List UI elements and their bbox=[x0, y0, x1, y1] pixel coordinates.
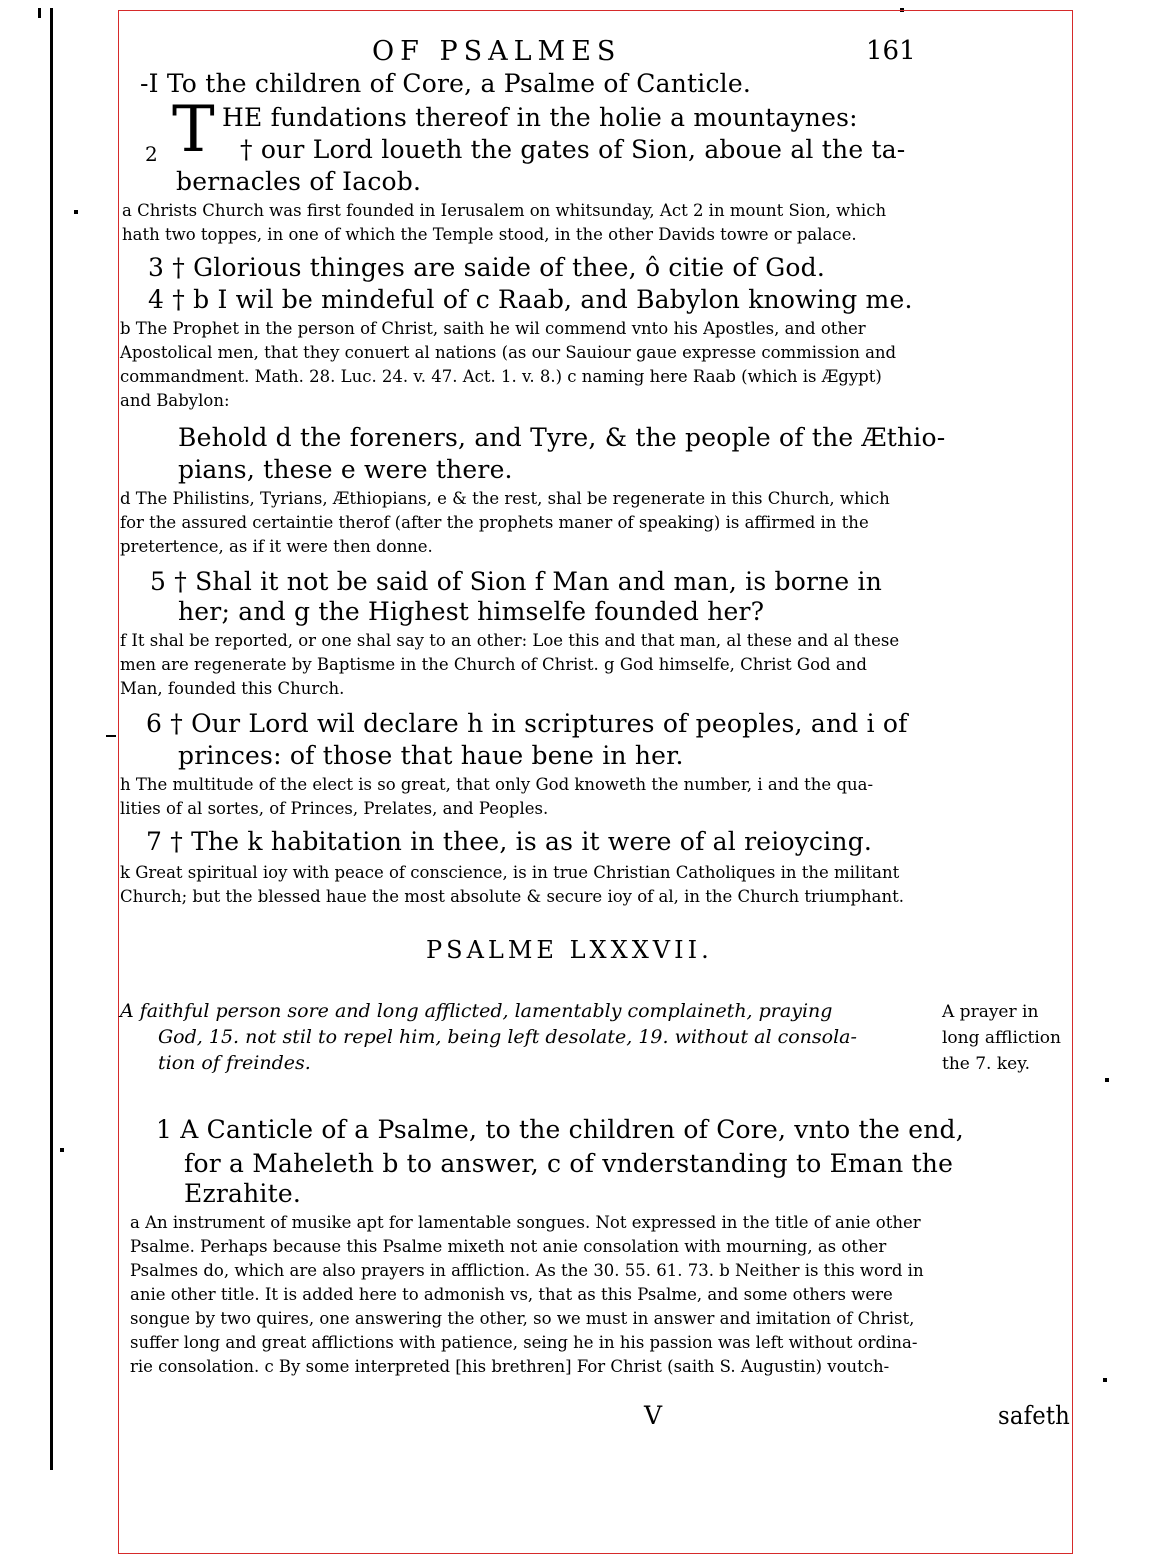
annotation-line: Church; but the blessed haue the most absolute & secure ioy of al, in the Church triumphant. bbox=[120, 887, 904, 906]
verse-4-continued: pians, these e were there. bbox=[178, 455, 513, 484]
verse-number: 2 bbox=[145, 142, 158, 166]
verse-5-continued: her; and g the Highest himselfe founded her? bbox=[178, 597, 765, 626]
verse-1: 1 A Canticle of a Psalme, to the children of Core, vnto the end, bbox=[156, 1115, 964, 1144]
verse-6-continued: princes: of those that haue bene in her. bbox=[178, 741, 684, 770]
annotation-line: Man, founded this Church. bbox=[120, 679, 345, 698]
folio-number: 161 bbox=[866, 36, 916, 66]
annotation-line: b The Prophet in the person of Christ, saith he wil commend vnto his Apostles, and other bbox=[120, 319, 866, 338]
annotation-line: men are regenerate by Baptisme in the Church of Christ. g God himselfe, Christ God and bbox=[120, 655, 867, 674]
annotation-line: songue by two quires, one answering the other, so we must in answer and imitation of Christ, bbox=[130, 1309, 915, 1328]
margin-mark bbox=[60, 1148, 64, 1152]
margin-note: the 7. key. bbox=[942, 1054, 1030, 1074]
psalm-title: PSALME LXXXVII. bbox=[426, 936, 713, 964]
annotation-line: k Great spiritual ioy with peace of conscience, is in true Christian Catholiques in the militant bbox=[120, 863, 900, 882]
annotation-line: d The Philistins, Tyrians, Æthiopians, e & the rest, shal be regenerate in this Church, which bbox=[120, 489, 890, 508]
verse-1: HE fundations thereof in the holie a mountaynes: bbox=[222, 103, 858, 132]
annotation-line: rie consolation. c By some interpreted [his brethren] For Christ (saith S. Augustin) voutch- bbox=[130, 1357, 890, 1376]
drop-cap: T bbox=[172, 93, 215, 167]
annotation-line: and Babylon: bbox=[120, 391, 230, 410]
running-title: OF PSALMES bbox=[372, 36, 622, 67]
verse-4-continued: Behold d the foreners, and Tyre, & the people of the Æthio- bbox=[178, 423, 946, 452]
margin-note: A prayer in bbox=[942, 1002, 1039, 1022]
psalm-argument: tion of freindes. bbox=[158, 1052, 311, 1074]
verse-7: 7 † The k habitation in thee, is as it were of al reioycing. bbox=[146, 827, 873, 856]
margin-mark bbox=[106, 735, 116, 737]
verse-2: † our Lord loueth the gates of Sion, aboue al the ta- bbox=[240, 135, 906, 164]
annotation-line: a An instrument of musike apt for lamentable songues. Not expressed in the title of anie other bbox=[130, 1213, 921, 1232]
annotation-line: lities of al sortes, of Princes, Prelates, and Peoples. bbox=[120, 799, 549, 818]
annotation-line: Apostolical men, that they conuert al nations (as our Sauiour gaue expresse commission and bbox=[120, 343, 897, 362]
psalm-argument: God, 15. not stil to repel him, being left desolate, 19. without al consola- bbox=[158, 1026, 857, 1048]
annotation-line: f It shal be reported, or one shal say to an other: Loe this and that man, al these and al these bbox=[120, 631, 900, 650]
margin-mark bbox=[1105, 1078, 1109, 1082]
annotation-line: h The multitude of the elect is so great, that only God knoweth the number, i and the qua- bbox=[120, 775, 874, 794]
verse-5: 5 † Shal it not be said of Sion f Man and man, is borne in bbox=[150, 567, 883, 596]
psalm-argument: A faithful person sore and long afflicted, lamentably complaineth, praying bbox=[120, 1000, 833, 1022]
verse-1-continued: Ezrahite. bbox=[184, 1179, 301, 1208]
verse-4: 4 † b I wil be mindeful of c Raab, and Babylon knowing me. bbox=[148, 285, 913, 314]
annotation-line: pretertence, as if it were then donne. bbox=[120, 537, 433, 556]
annotation-line: Psalmes do, which are also prayers in affliction. As the 30. 55. 61. 73. b Neither is this word in bbox=[130, 1261, 924, 1280]
annotation-line: Psalme. Perhaps because this Psalme mixeth not anie consolation with mourning, as other bbox=[130, 1237, 887, 1256]
left-margin-rule bbox=[50, 8, 53, 1470]
margin-mark bbox=[74, 210, 78, 214]
signature-mark: V bbox=[644, 1401, 663, 1430]
verse-6: 6 † Our Lord wil declare h in scriptures of peoples, and i of bbox=[146, 709, 908, 738]
margin-note: long affliction bbox=[942, 1028, 1061, 1048]
annotation-line: suffer long and great afflictions with patience, seing he in his passion was left without ordina- bbox=[130, 1333, 918, 1352]
annotation-line: anie other title. It is added here to admonish vs, that as this Psalme, and some others were bbox=[130, 1285, 893, 1304]
psalm-heading: -I To the children of Core, a Psalme of Canticle. bbox=[140, 69, 751, 98]
annotation-line: for the assured certaintie therof (after the prophets maner of speaking) is affirmed in the bbox=[120, 513, 869, 532]
annotation-line: hath two toppes, in one of which the Temple stood, in the other Davids towre or palace. bbox=[122, 225, 857, 244]
verse-2-continued: bernacles of Iacob. bbox=[176, 167, 422, 196]
annotation-line: a Christs Church was first founded in Ierusalem on whitsunday, Act 2 in mount Sion, which bbox=[122, 201, 887, 220]
catchword: safeth bbox=[998, 1401, 1071, 1430]
verse-3: 3 † Glorious thinges are saide of thee, ô citie of God. bbox=[148, 253, 825, 282]
margin-mark bbox=[1103, 1378, 1107, 1382]
verse-1-continued: for a Maheleth b to answer, c of vnderstanding to Eman the bbox=[184, 1149, 954, 1178]
margin-mark bbox=[38, 8, 41, 18]
annotation-line: commandment. Math. 28. Luc. 24. v. 47. Act. 1. v. 8.) c naming here Raab (which is Ægypt) bbox=[120, 367, 882, 386]
